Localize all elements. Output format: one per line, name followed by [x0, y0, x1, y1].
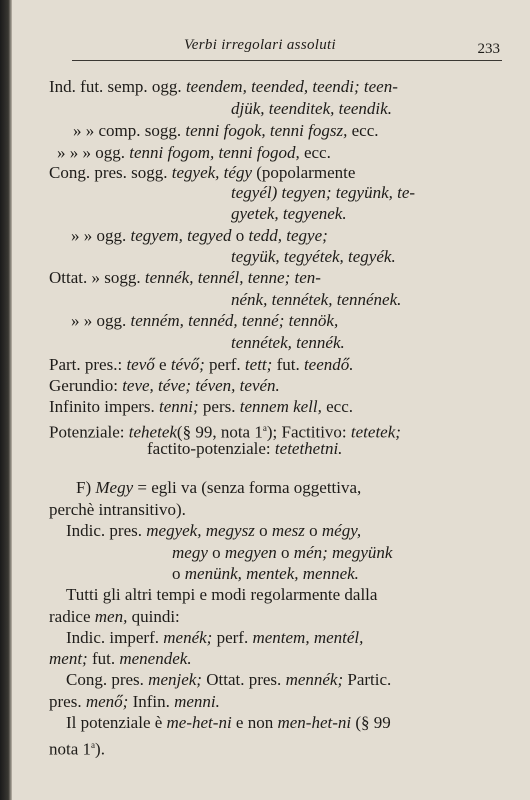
text-line — [231, 247, 396, 267]
italic-text: mégy, — [321, 521, 362, 540]
italic-text: tenni fogom, tenni fogod, — [129, 143, 300, 162]
text-line — [49, 692, 220, 712]
text-span: Infinito impers. — [49, 397, 160, 416]
text-span: o — [172, 564, 185, 583]
text-span: Partic. — [343, 670, 392, 689]
text-line — [231, 290, 401, 310]
text-span: pers. — [198, 397, 240, 416]
text-span: nota 1 — [49, 739, 92, 759]
text-span: Ind. fut. semp. ogg. — [49, 77, 186, 96]
text-span: F) — [76, 478, 96, 497]
italic-text: tett; — [244, 355, 273, 374]
text-span: Potenziale: — [49, 422, 129, 442]
text-span: perf. — [204, 355, 245, 374]
text-line — [66, 670, 391, 690]
italic-text: ment; — [49, 649, 88, 668]
italic-text: menendek. — [119, 649, 192, 668]
italic-text: nénk, tennétek, tennének. — [231, 290, 402, 309]
text-line — [49, 268, 321, 288]
text-span: Ottat. pres. — [201, 670, 286, 689]
text-line — [73, 121, 379, 141]
text-span: quindi: — [127, 607, 180, 626]
text-span: » » » ogg. — [57, 143, 130, 162]
page-number: 233 — [477, 41, 500, 57]
italic-text: men-het-ni — [277, 713, 352, 732]
text-span: Part. pres.: — [49, 355, 127, 374]
text-span: fut. — [87, 649, 120, 668]
italic-text: teendem, teended, teendi; teen- — [185, 77, 398, 96]
text-span: Indic. pres. — [66, 521, 147, 540]
text-line — [66, 585, 377, 605]
italic-text: teendő. — [303, 355, 354, 374]
italic-text: men, — [94, 607, 128, 626]
italic-text: tegyem, tegyed — [130, 226, 232, 245]
superscript: a — [262, 423, 267, 433]
text-line — [147, 439, 342, 459]
text-span: Ottat. » sogg. — [49, 268, 145, 287]
text-span: e non — [231, 713, 278, 732]
text-line — [57, 143, 331, 163]
text-span: o — [254, 521, 272, 540]
text-span: Il potenziale è — [66, 713, 167, 732]
italic-text: Megy — [95, 478, 134, 497]
italic-text: mennék; — [285, 670, 344, 689]
page-header — [72, 34, 502, 61]
superscript: a — [91, 740, 96, 750]
italic-text: tennétek, tennék. — [231, 333, 345, 352]
text-span: e — [154, 355, 171, 374]
text-span: o — [231, 226, 249, 245]
text-span: fut. — [272, 355, 304, 374]
italic-text: gyetek, tegyenek. — [231, 204, 347, 223]
text-span: o — [304, 521, 322, 540]
text-span: ); Factitivo: — [266, 422, 351, 442]
text-span: » » ogg. — [71, 226, 131, 245]
text-span: Tutti gli altri tempi e modi regolarmente dalla — [66, 585, 378, 604]
text-line — [66, 713, 391, 733]
text-line — [49, 77, 398, 97]
italic-text: djük, teenditek, teendik. — [231, 99, 392, 118]
italic-text: tetethetni. — [274, 439, 343, 458]
italic-text: menni. — [174, 692, 220, 711]
italic-text: megyen — [224, 543, 277, 562]
text-span: Gerundio: — [49, 376, 123, 395]
text-span: ). — [95, 739, 105, 759]
book-spine-shadow — [0, 0, 12, 800]
italic-text: tenni fogok, tenni fogsz, — [185, 121, 348, 140]
text-span: Infin. — [128, 692, 175, 711]
italic-text: tedd, tegye; — [248, 226, 328, 245]
text-span: (§ 99 — [351, 713, 391, 732]
text-line — [71, 226, 328, 246]
italic-text: megy — [172, 543, 208, 562]
text-span: ecc. — [347, 121, 379, 140]
text-line — [49, 397, 353, 417]
text-line — [49, 163, 355, 183]
italic-text: tegyél) tegyen; tegyünk, te- — [231, 183, 416, 202]
text-line — [49, 500, 186, 520]
italic-text: menő; — [85, 692, 129, 711]
text-line — [231, 99, 392, 119]
text-span: factito-potenziale: — [147, 439, 275, 458]
text-span: o — [207, 543, 225, 562]
italic-text: menjek; — [148, 670, 202, 689]
text-span: Indic. imperf. — [66, 628, 164, 647]
text-span: pres. — [49, 692, 86, 711]
italic-text: menék; — [163, 628, 213, 647]
text-line — [172, 564, 359, 584]
text-span: » » comp. sogg. — [73, 121, 186, 140]
text-span: Cong. pres. — [66, 670, 149, 689]
italic-text: tehetek — [128, 422, 177, 442]
text-span: radice — [49, 607, 95, 626]
italic-text: mentem, mentél, — [252, 628, 364, 647]
text-line — [231, 204, 347, 224]
text-span: ecc. — [321, 397, 354, 416]
italic-text: tetetek; — [350, 422, 401, 442]
book-page — [12, 0, 530, 800]
text-line — [49, 376, 280, 396]
italic-text: teve, téve; téven, tevén. — [122, 376, 280, 395]
italic-text: mesz — [271, 521, 305, 540]
italic-text: tenném, tennéd, tenné; tennök, — [130, 311, 339, 330]
text-span: perf. — [212, 628, 253, 647]
italic-text: tévő; — [170, 355, 205, 374]
text-line — [49, 735, 105, 760]
italic-text: tennem kell, — [239, 397, 322, 416]
italic-text: mén; megyünk — [293, 543, 393, 562]
text-line — [231, 333, 345, 353]
italic-text: tenni; — [159, 397, 199, 416]
text-line — [71, 311, 338, 331]
italic-text: menünk, mentek, mennek. — [184, 564, 359, 583]
text-span: Cong. pres. sogg. — [49, 163, 172, 182]
running-title: Verbi irregolari assoluti — [184, 37, 336, 53]
text-span: o — [276, 543, 294, 562]
text-line — [49, 607, 180, 627]
text-span: (popolarmente — [252, 163, 356, 182]
text-line — [66, 628, 363, 648]
italic-text: tegyek, tégy — [171, 163, 252, 182]
text-span: » » ogg. — [71, 311, 131, 330]
text-line — [76, 478, 361, 498]
text-line — [231, 183, 415, 203]
italic-text: tegyük, tegyétek, tegyék. — [231, 247, 396, 266]
text-span: ecc. — [299, 143, 331, 162]
italic-text: tevő — [126, 355, 155, 374]
text-line — [49, 649, 192, 669]
text-span: = egli va (senza forma oggettiva, — [133, 478, 362, 497]
text-line — [66, 521, 361, 541]
italic-text: me-het-ni — [166, 713, 232, 732]
italic-text: tennék, tennél, tenne; ten- — [144, 268, 321, 287]
italic-text: megyek, megysz — [146, 521, 255, 540]
text-line — [172, 543, 392, 563]
text-line — [49, 355, 354, 375]
text-span: (§ 99, nota 1 — [176, 422, 263, 442]
text-span: perchè intransitivo). — [49, 500, 186, 519]
